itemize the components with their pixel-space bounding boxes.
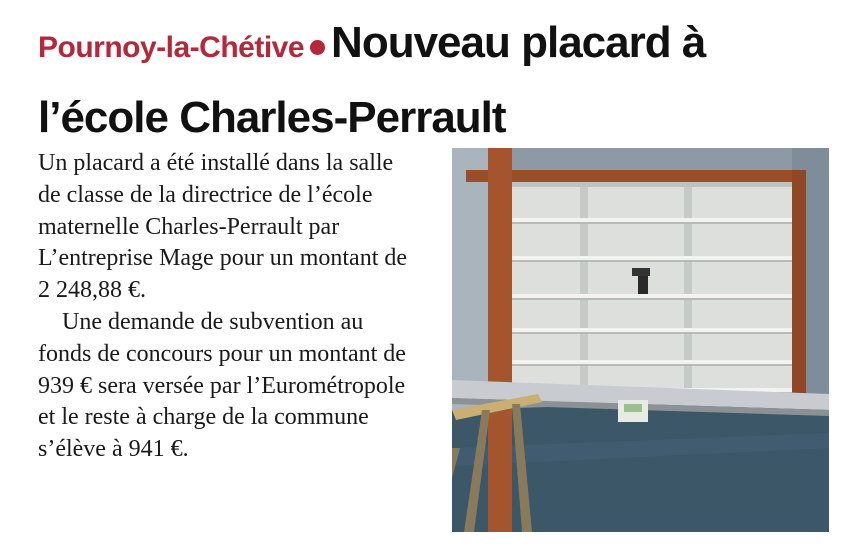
article-title: Nouveau placard à l’école Charles-Perrault: [38, 18, 706, 142]
cupboard-photo: [452, 148, 829, 532]
wood-post-left: [488, 148, 512, 532]
paragraph-2: Une demande de subvention au fonds de concours pour un montant de 939 € sera versée par l’Eurométropole et le reste à charge de la commune s’élève à 941 €.: [38, 308, 406, 463]
wood-post-right: [792, 170, 806, 410]
paragraph-1: Un placard a été installé dans la salle de classe de la directrice de l’école maternelle Charles-Perrault par L’entreprise Mage pour un montant de 2 248,88 €.: [38, 150, 408, 304]
location-kicker: Pournoy-la-Chétive: [38, 31, 305, 64]
article-body: [38, 148, 416, 466]
wood-frame-top: [466, 170, 804, 182]
cupboard: [512, 182, 792, 402]
headline: [38, 8, 838, 156]
article-photo: [452, 148, 829, 532]
bullet-icon: [310, 40, 325, 55]
